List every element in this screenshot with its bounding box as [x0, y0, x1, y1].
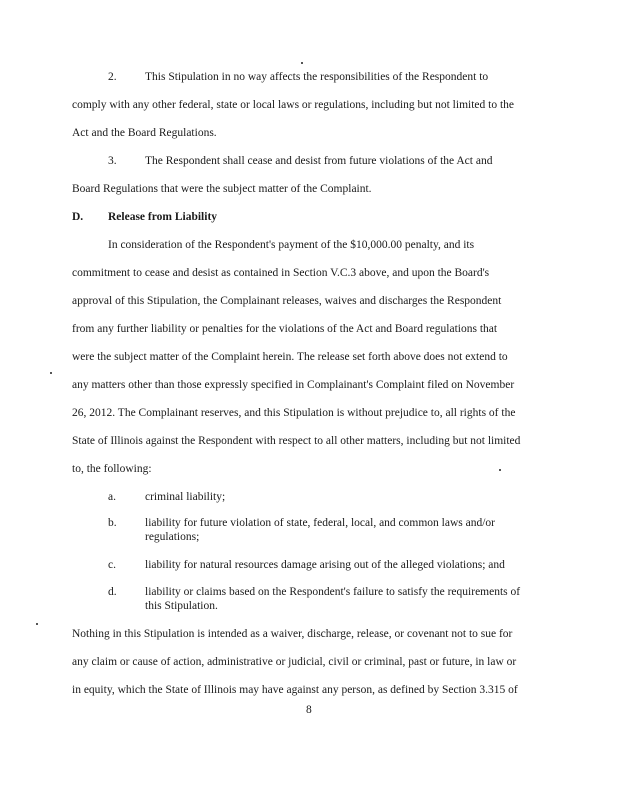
release-line-2: commitment to cease and desist as contained in Section V.C.3 above, and upon the Board's: [72, 267, 490, 279]
para2-line1: This Stipulation in no way affects the responsibilities of the Respondent to: [145, 71, 489, 83]
release-line-4: from any further liability or penalties for the violations of the Act and Board regulations that: [72, 323, 498, 335]
list-c-letter: c.: [108, 559, 116, 571]
list-b-letter: b.: [108, 517, 117, 529]
list-b-text-2: regulations;: [145, 531, 200, 543]
para2-line3: Act and the Board Regulations.: [72, 127, 217, 139]
section-d-letter: D.: [72, 211, 84, 223]
list-d-text-1: liability or claims based on the Respondent's failure to satisfy the requirements of: [145, 586, 521, 598]
scan-speck: [36, 623, 38, 625]
list-d-text-2: this Stipulation.: [145, 600, 218, 612]
section-d-heading: Release from Liability: [108, 211, 218, 223]
scan-speck: [50, 372, 52, 374]
release-line-7: 26, 2012. The Complainant reserves, and this Stipulation is without prejudice to, all rights of the: [72, 407, 516, 419]
para3-line2: Board Regulations that were the subject matter of the Complaint.: [72, 183, 372, 195]
release-line-1: In consideration of the Respondent's payment of the $10,000.00 penalty, and its: [108, 239, 475, 251]
scan-speck: [499, 469, 501, 471]
closing-line-3: in equity, which the State of Illinois may have against any person, as defined by Section 3.315 of: [72, 684, 518, 696]
closing-line-2: any claim or cause of action, administrative or judicial, civil or criminal, past or future, in law or: [72, 656, 517, 668]
para2-line2: comply with any other federal, state or local laws or regulations, including but not limited to the: [72, 99, 515, 111]
closing-line-1: Nothing in this Stipulation is intended as a waiver, discharge, release, or covenant not to sue for: [72, 628, 513, 640]
release-line-8: State of Illinois against the Respondent with respect to all other matters, including but not limited: [72, 435, 521, 447]
list-b-text-1: liability for future violation of state, federal, local, and common laws and/or: [145, 517, 496, 529]
scan-speck: [301, 62, 303, 64]
release-line-3: approval of this Stipulation, the Complainant releases, waives and discharges the Respondent: [72, 295, 502, 307]
release-line-6: any matters other than those expressly specified in Complainant's Complaint filed on November: [72, 379, 515, 391]
para2-number: 2.: [108, 71, 117, 83]
para3-number: 3.: [108, 155, 117, 167]
list-a-letter: a.: [108, 491, 116, 503]
para3-line1: The Respondent shall cease and desist from future violations of the Act and: [145, 155, 493, 167]
list-a-text: criminal liability;: [145, 491, 226, 503]
release-line-9: to, the following:: [72, 463, 152, 475]
list-c-text: liability for natural resources damage arising out of the alleged violations; and: [145, 559, 505, 571]
list-d-letter: d.: [108, 586, 117, 598]
page-number: 8: [306, 704, 312, 716]
release-line-5: were the subject matter of the Complaint herein. The release set forth above does not extend to: [72, 351, 508, 363]
